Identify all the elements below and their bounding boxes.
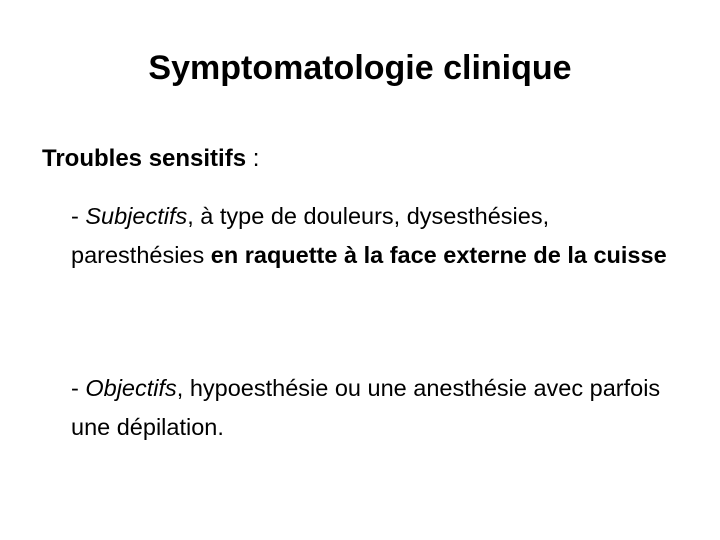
bullet-subjective (71, 197, 681, 275)
section-heading-label: Troubles sensitifs (42, 145, 247, 172)
section-heading-suffix: : (246, 145, 260, 172)
bullet-objective (71, 369, 681, 447)
bullet-term: Subjectifs (85, 203, 188, 229)
bullet-prefix: - (71, 375, 86, 401)
bullet-prefix: - (71, 203, 86, 229)
section-heading (42, 142, 259, 176)
bullet-text: , hypoesthésie ou une anesthésie avec parfois une dépilation. (71, 375, 661, 440)
bullet-text: , à type de douleurs, dysesthésies, paresthésies (71, 203, 550, 268)
slide-title: Symptomatologie clinique (148, 49, 572, 87)
bullet-emphasis: en raquette à la face externe de la cuisse (210, 242, 667, 268)
bullet-term: Objectifs (85, 375, 177, 401)
